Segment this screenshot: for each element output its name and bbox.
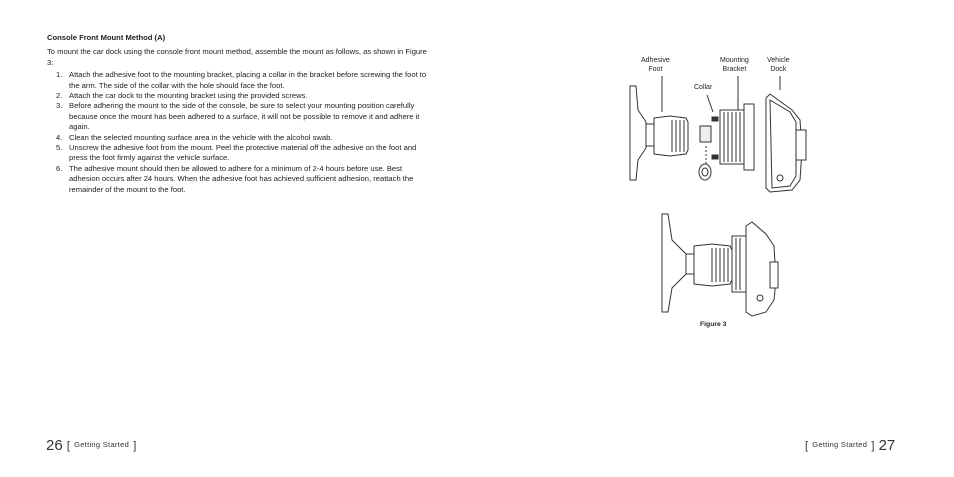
bracket-close: ] bbox=[133, 440, 137, 452]
mounting-bracket-exploded bbox=[720, 104, 754, 170]
section-name: Getting Started bbox=[74, 440, 130, 449]
bracket-open: [ bbox=[805, 440, 809, 452]
collar-exploded bbox=[699, 126, 711, 180]
bracket-close: ] bbox=[871, 440, 875, 452]
step-number: 4. bbox=[56, 132, 63, 142]
step-number: 2. bbox=[56, 91, 63, 101]
section-heading: Console Front Mount Method (A) bbox=[47, 33, 166, 42]
step-text: Attach the adhesive foot to the mounting bracket, placing a collar in the bracket before screwing the foot to the arm. The side of the collar with the hole should face the foot. bbox=[69, 70, 427, 90]
bracket-open: [ bbox=[66, 440, 70, 452]
leader-line bbox=[707, 95, 713, 112]
label-collar: Collar bbox=[694, 84, 713, 91]
right-page-footer bbox=[805, 437, 895, 454]
label-line: Vehicle bbox=[767, 57, 790, 64]
label-line: Mounting bbox=[720, 57, 749, 64]
page-number: 26 bbox=[46, 437, 63, 454]
label-line: Bracket bbox=[722, 66, 747, 73]
section-name: Getting Started bbox=[812, 440, 868, 449]
step-number: 3. bbox=[56, 101, 63, 111]
label-line: Foot bbox=[648, 66, 663, 73]
intro-paragraph: To mount the car dock using the console front mount method, assemble the mount as follows, as shown in Figure 3: bbox=[47, 47, 427, 67]
step-number: 1. bbox=[56, 70, 63, 80]
step-number: 5. bbox=[56, 143, 63, 153]
step-text: Attach the car dock to the mounting bracket using the provided screws. bbox=[69, 91, 308, 101]
screws bbox=[712, 117, 718, 159]
step-text: The adhesive mount should then be allowed to adhere for a minimum of 2-4 hours before use. Best adhesion occurs after 24 hours. When the adhesive foot has achieved sufficient adhesion, reattach the remainder of the mount to the foot. bbox=[69, 163, 414, 194]
step-text: Before adhering the mount to the side of the console, be sure to select your mounting position carefully because once the mount has been adhered to a surface, it will not be possible to remove it and adhere it again. bbox=[69, 101, 420, 132]
assembled-mount bbox=[662, 214, 778, 316]
page-number: 27 bbox=[878, 437, 896, 454]
left-page-footer bbox=[46, 437, 136, 454]
adhesive-foot-exploded bbox=[630, 86, 688, 180]
step-text: Unscrew the adhesive foot from the mount. Peel the protective material off the adhesive on the foot and press the foot firmly against the vehicle surface. bbox=[69, 143, 417, 163]
label-line: Adhesive bbox=[641, 57, 670, 64]
vehicle-dock-exploded bbox=[766, 94, 806, 192]
label-line: Dock bbox=[770, 66, 787, 73]
figure-caption: Figure 3 bbox=[700, 321, 727, 328]
step-text: Clean the selected mounting surface area in the vehicle with the alcohol swab. bbox=[69, 132, 333, 142]
step-number: 6. bbox=[56, 163, 63, 173]
